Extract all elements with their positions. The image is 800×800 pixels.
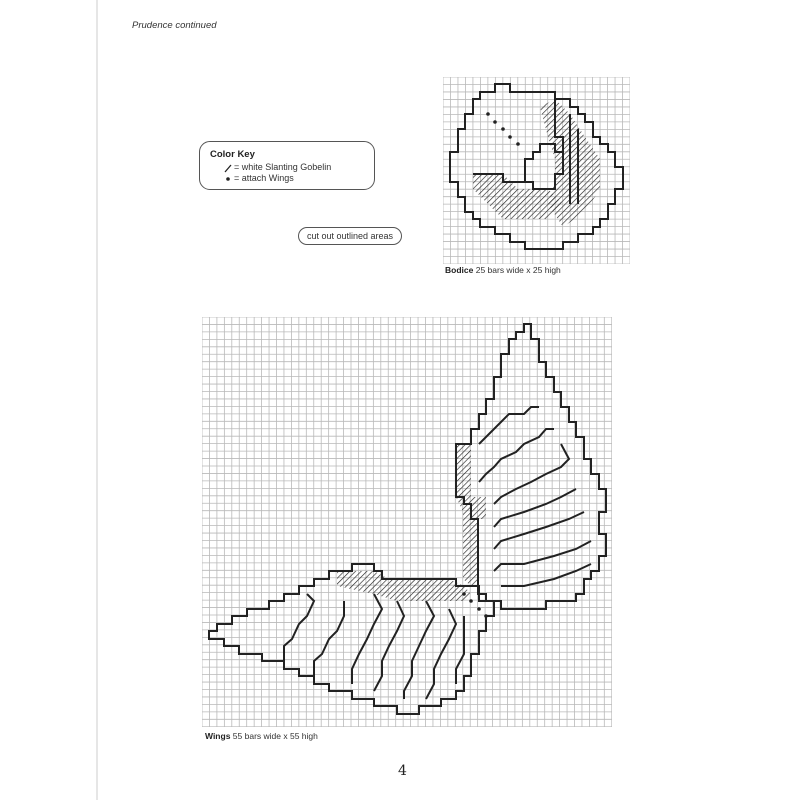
wings-caption-dims: 55 bars wide x 55 high <box>232 731 318 741</box>
wings-caption-name: Wings <box>205 731 231 741</box>
wings-grid <box>202 317 612 727</box>
bodice-slanting-gobelin-area <box>473 99 600 227</box>
color-key-label-attach: = attach Wings <box>234 173 294 183</box>
cut-out-note: cut out outlined areas <box>298 227 402 245</box>
wings-chart <box>202 317 612 727</box>
color-key-label-gobelin: = white Slanting Gobelin <box>234 162 332 172</box>
dot-icon <box>222 173 234 185</box>
bodice-caption-dims: 25 bars wide x 25 high <box>475 265 561 275</box>
bodice-caption <box>445 265 561 275</box>
color-key-box <box>199 141 375 190</box>
bodice-chart <box>443 77 630 264</box>
header-pattern-name: Prudence <box>132 20 173 31</box>
page-edge-shadow <box>96 0 98 800</box>
color-key-item-gobelin <box>234 162 331 172</box>
color-key-title: Color Key <box>210 149 255 160</box>
running-header <box>132 20 217 31</box>
bodice-grid <box>443 77 630 264</box>
page-number: 4 <box>398 763 407 779</box>
header-continued: continued <box>175 20 217 31</box>
bodice-caption-name: Bodice <box>445 265 474 275</box>
color-key-item-attach <box>234 173 294 183</box>
upper-wing-outline <box>456 324 606 609</box>
wings-caption <box>205 731 318 741</box>
lower-wing-feathers <box>284 594 464 699</box>
